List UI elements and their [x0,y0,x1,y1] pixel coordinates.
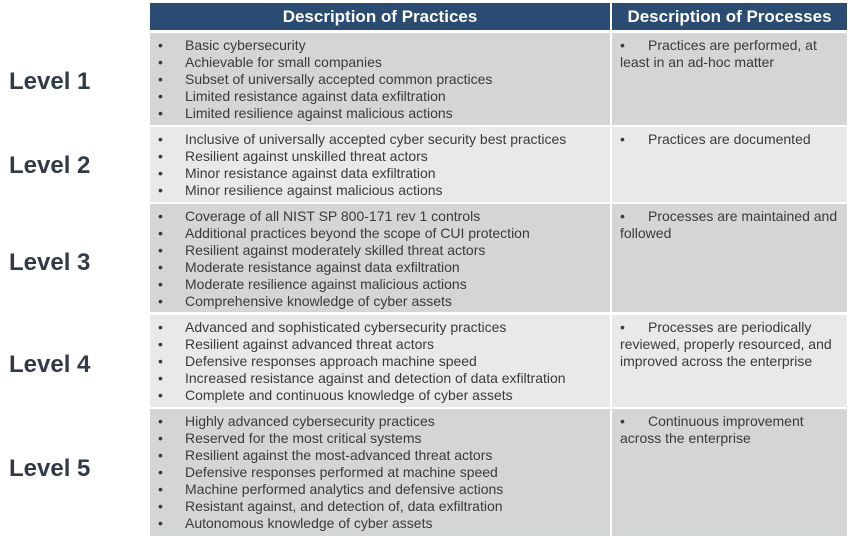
level-3-processes [612,204,847,312]
bullet-icon: • [620,208,625,224]
practice-item: • Reserved for the most critical systems [158,430,422,446]
level-3-label: Level 3 [9,249,91,276]
practice-item: • Resilient against the most-advanced threat actors [158,447,493,463]
practice-item: • Defensive responses performed at machine speed [158,464,498,480]
bullet-icon: • [158,387,163,403]
bullet-icon: • [620,319,625,335]
bullet-icon: • [158,259,163,275]
practice-item: • Inclusive of universally accepted cyber security best practices [158,131,567,147]
level-5-label: Level 5 [9,455,91,482]
bullet-icon: • [158,481,163,497]
level-2-processes [612,127,847,202]
process-item: • Continuous improvement across the enterprise [620,413,804,446]
process-item: • Processes are maintained and followed [620,208,838,241]
practice-item: • Resilient against advanced threat actors [158,336,435,352]
bullet-icon: • [158,54,163,70]
process-item: • Practices are performed, at least in an ad-hoc matter [620,37,817,70]
level-4-practices [150,315,610,407]
level-5-practices [150,409,610,536]
practice-item: • Achievable for small companies [158,54,382,70]
practice-item: • Autonomous knowledge of cyber assets [158,515,433,531]
bullet-icon: • [620,37,625,53]
bullet-icon: • [158,319,163,335]
bullet-icon: • [158,182,163,198]
practice-item: • Minor resilience against malicious actions [158,182,443,198]
bullet-icon: • [158,37,163,53]
level-2-practice-list [150,131,610,199]
process-item: • Processes are periodically reviewed, properly resourced, and improved across the enterprise [620,319,832,369]
processes-column-header: Description of Processes [612,3,847,30]
bullet-icon: • [158,165,163,181]
practice-item: • Additional practices beyond the scope of CUI protection [158,225,530,241]
bullet-icon: • [620,413,625,429]
bullet-icon: • [158,515,163,531]
practice-item: • Complete and continuous knowledge of cyber assets [158,387,513,403]
level-4-processes [612,315,847,407]
practice-item: • Machine performed analytics and defensive actions [158,481,504,497]
level-1-label: Level 1 [9,68,91,95]
practice-item: • Moderate resilience against malicious actions [158,276,467,292]
bullet-icon: • [158,105,163,121]
bullet-icon: • [158,447,163,463]
level-4-label: Level 4 [9,351,91,378]
practice-item: • Coverage of all NIST SP 800-171 rev 1 controls [158,208,481,224]
bullet-icon: • [158,225,163,241]
practice-item: • Limited resistance against data exfiltration [158,88,446,104]
bullet-icon: • [158,293,163,309]
level-5-processes [612,409,847,536]
practice-item: • Resilient against moderately skilled threat actors [158,242,486,258]
bullet-icon: • [158,208,163,224]
bullet-icon: • [158,370,163,386]
level-3-practice-list [150,208,610,310]
level-3-practices [150,204,610,312]
level-1-processes [612,33,847,125]
bullet-icon: • [158,88,163,104]
practice-item: • Limited resilience against malicious actions [158,105,453,121]
practice-item: • Minor resistance against data exfiltration [158,165,436,181]
bullet-icon: • [158,131,163,147]
bullet-icon: • [158,413,163,429]
practice-item: • Moderate resistance against data exfiltration [158,259,460,275]
bullet-icon: • [158,430,163,446]
practice-item: • Defensive responses approach machine speed [158,353,477,369]
practice-item: • Resistant against, and detection of, data exfiltration [158,498,503,514]
practices-column-header: Description of Practices [150,3,610,30]
level-4-practice-list [150,319,610,404]
practice-item: • Comprehensive knowledge of cyber assets [158,293,452,309]
table-header [150,3,847,30]
bullet-icon: • [620,131,625,147]
practice-item: • Resilient against unskilled threat actors [158,148,428,164]
level-5-practice-list [150,413,610,532]
bullet-icon: • [158,353,163,369]
bullet-icon: • [158,498,163,514]
process-item: • Practices are documented [620,131,811,147]
bullet-icon: • [158,336,163,352]
level-1-practices [150,33,610,125]
practice-item: • Highly advanced cybersecurity practices [158,413,435,429]
bullet-icon: • [158,242,163,258]
bullet-icon: • [158,148,163,164]
practice-item: • Advanced and sophisticated cybersecurity practices [158,319,507,335]
practice-item: • Subset of universally accepted common practices [158,71,493,87]
level-2-label: Level 2 [9,152,91,179]
practice-item: • Basic cybersecurity [158,37,306,53]
level-2-practices [150,127,610,202]
bullet-icon: • [158,71,163,87]
bullet-icon: • [158,276,163,292]
bullet-icon: • [158,464,163,480]
practice-item: • Increased resistance against and detection of data exfiltration [158,370,566,386]
level-1-practice-list [150,37,610,122]
